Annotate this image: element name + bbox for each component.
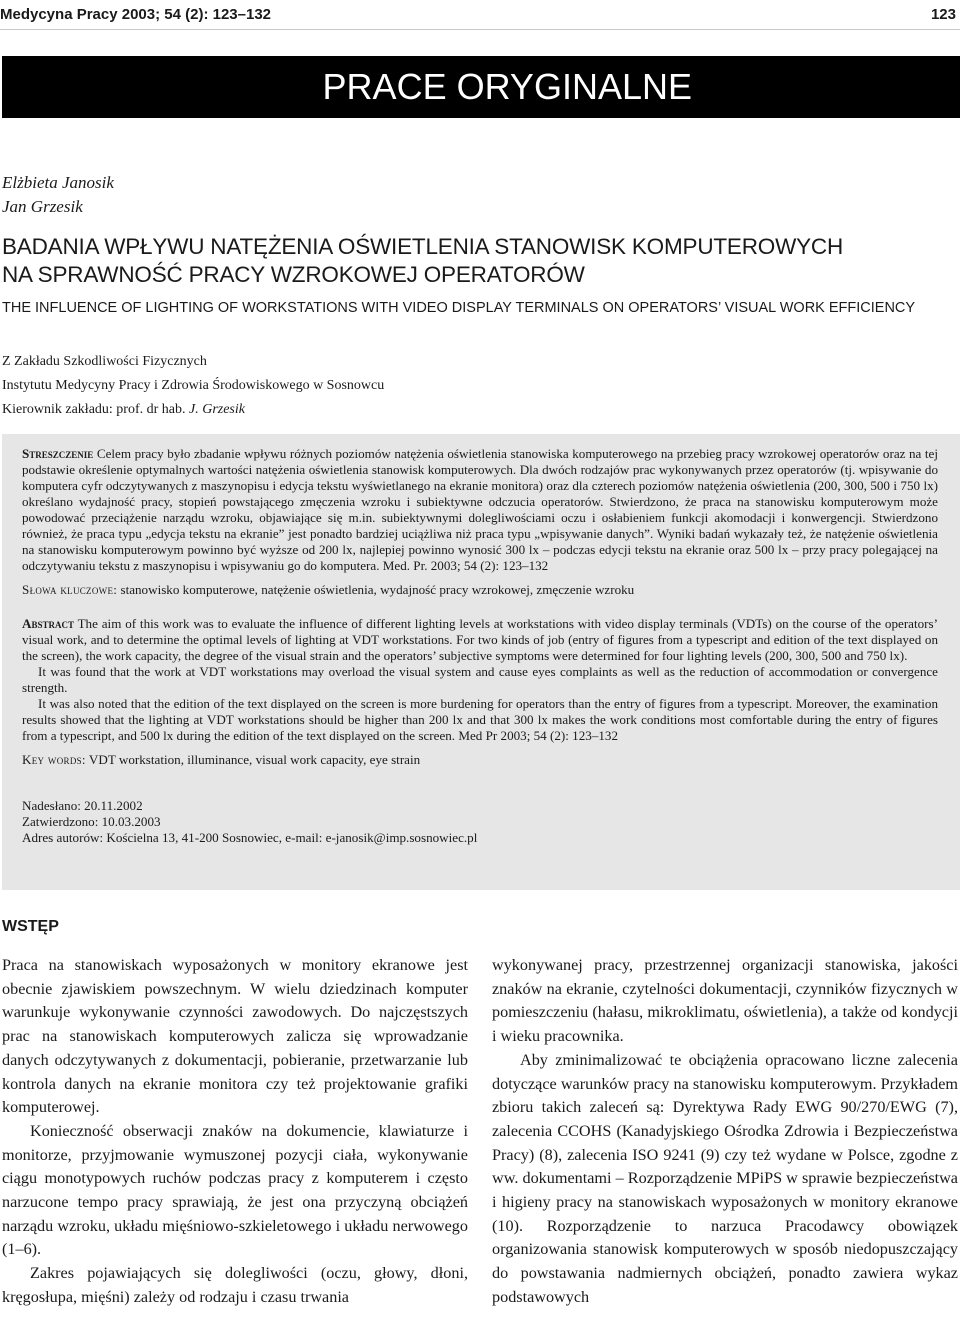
slowa-kluczowe-text: stanowisko komputerowe, natężenie oświetlenia, wydajność pracy wzrokowej, zmęczenie wzroku	[120, 582, 635, 597]
slowa-kluczowe	[22, 582, 938, 598]
section-heading: WSTĘP	[2, 918, 59, 935]
section-banner: PRACE ORYGINALNE	[2, 56, 960, 118]
body-column-left	[2, 954, 468, 1310]
page-number: 123	[930, 6, 956, 23]
body-paragraph: Aby zminimalizować te obciążenia opracowano liczne zalecenia dotyczące warunków pracy na stanowisku komputerowym. Przykładem zbioru takich zaleceń są: Dyrektywa Rady EWG 90/270/EWG (7), zalecenia CCOHS (Kanadyjskiego Ośrodka Zdrowia i Bezpieczeństwa Pracy) (8), zalecenia ISO 9241 (9) czy też wydane w Polsce, zgodne z ww. dokumentami – Rozporządzenie MPiPS w sprawie bezpieczeństwa i higieny pracy na stanowiskach wyposażonych w monitory ekranowe (10). Rozporządzenie to narzuca Pracodawcy obowiązek organizowania stanowisk komputerowych w sposób niedopuszczający do powstawania nadmiernych obciążeń, ponadto zawiera wykaz podstawowych	[492, 1050, 958, 1306]
abstract-paragraph: It was also noted that the edition of the text displayed on the screen is more burdening for operators than the entry of figures from a typescript. Moreover, the examination results showed that the lighting at VDT workstations should be higher than 200 lx and that 300 lx makes the work conditions most comfortable during the entry of figures from a typescript, and 500 lx during the edition of the text displayed on the screen. Med Pr 2003; 54 (2): 123–132	[22, 696, 938, 743]
abstract-label: Abstract	[22, 616, 74, 631]
affiliation-department: Z Zakładu Szkodliwości Fizycznych	[2, 354, 207, 369]
key-words-text: VDT workstation, illuminance, visual work capacity, eye strain	[88, 752, 421, 767]
affiliation-institute: Instytutu Medycyny Pracy i Zdrowia Środowiskowego w Sosnowcu	[2, 378, 385, 393]
approved-date: Zatwierdzono: 10.03.2003	[22, 814, 161, 829]
head-name: J. Grzesik	[189, 402, 245, 417]
streszczenie-label: Streszczenie	[22, 446, 94, 461]
body-paragraph: Praca na stanowiskach wyposażonych w monitory ekranowe jest obecnie zjawiskiem powszechnym. W wielu dziedzinach komputer warunkuje wykonywanie czynności zawodowych. Do najczęstszych prac na stanowiskach komputerowych zalicza się wprowadzanie danych odczytywanych z dokumentacji, pobieranie, przetwarzanie lub kontrola danych na ekranie monitora czy też projektowanie grafiki komputerowej.	[2, 956, 468, 1117]
affiliation-head: Kierownik zakładu: prof. dr hab. J. Grzesik	[2, 402, 245, 417]
abstract-paragraph: Abstract The aim of this work was to evaluate the influence of different lighting levels at workstations with video display terminals (VDTs) on the course of the operators’ visual work, and to determine the optimal levels of lighting at VDT workstations. For two kinds of job (entry of figures from a typescript and edition of the text displayed on the screen), the work capacity, the degree of the visual strain and the operators’ subjective symptoms were determined for four lighting levels (200, 300, 500 and 750 lx).	[22, 616, 938, 663]
title-line: BADANIA WPŁYWU NATĘŻENIA OŚWIETLENIA STANOWISK KOMPUTEROWYCH	[2, 234, 844, 259]
body-column-right	[492, 954, 958, 1310]
article-title-polish	[2, 233, 960, 289]
key-words-label: Key words:	[22, 752, 86, 767]
author-address: Adres autorów: Kościelna 13, 41-200 Sosnowiec, e-mail: e-janosik@imp.sosnowiec.pl	[22, 830, 478, 845]
received-date: Nadesłano: 20.11.2002	[22, 798, 143, 813]
running-header	[0, 0, 960, 30]
abstract-paragraph: It was found that the work at VDT workstations may overload the visual system and cause eyes complaints as well as the reduction of accommodation or convergence strength.	[22, 664, 938, 695]
author-name: Jan Grzesik	[2, 197, 83, 216]
body-paragraph: wykonywanej pracy, przestrzennej organizacji stanowiska, jakości znaków na ekranie, czytelności dokumentacji, czynników fizycznych w pomieszczeniu (hałasu, mikroklimatu, oświetlenia), a także od kondycji i wieku pracownika.	[492, 956, 958, 1046]
authors	[2, 171, 114, 219]
streszczenie	[22, 446, 938, 574]
body-paragraph: Zakres pojawiających się dolegliwości (oczu, głowy, dłoni, kręgosłupa, mięśni) zależy od rodzaju i czasu trwania	[2, 1264, 468, 1306]
abstract-box	[2, 434, 960, 890]
article-title-english: THE INFLUENCE OF LIGHTING OF WORKSTATIONS WITH VIDEO DISPLAY TERMINALS ON OPERATORS’ VISUAL WORK EFFICIENCY	[2, 300, 916, 316]
body-paragraph: Konieczność obserwacji znaków na dokumencie, klawiaturze i monitorze, przyjmowanie wymuszonej pozycji ciała, wykonywanie ciągu monotypowych ruchów podczas pracy z komputerem i często narzucone tempo pracy sprawiają, że jest ona przyczyną obciążeń narządu wzroku, układu mięśniowo-szkieletowego i układu nerwowego (1–6).	[2, 1121, 468, 1259]
journal-citation: Medycyna Pracy 2003; 54 (2): 123–132	[0, 6, 272, 23]
affiliation	[2, 350, 384, 422]
title-line: NA SPRAWNOŚĆ PRACY WZROKOWEJ OPERATORÓW	[2, 262, 585, 287]
streszczenie-text: Celem pracy było zbadanie wpływu różnych poziomów natężenia oświetlenia stanowiska komputerowego na przebieg pracy wzrokowej operatorów oraz na tej podstawie określenie optymalnych wartości natężenia oświetlenia stanowisk komputerowych. Dla dwóch rodzajów prac wykonywanych przez operatorów (tj. wpisywanie do komputera cyfr odczytywanych z maszynopisu i edycja tekstu wyświetlanego na ekranie monitora) oraz dla czterech poziomów natężenia oświetlenia (200, 300, 500 i 750 lx) określano wydajność pracy, stopień powstającego zmęczenia wzroku i subiektywne odczucia operatorów. Stwierdzono, że praca na stanowisku komputerowym może powodować przeciążenie narządu wzroku, objawiające się m.in. subiektywnymi dolegliwościami oczu i osłabieniem funkcji akomodacji i konwergencji. Stwierdzono również, że praca typu „edycja tekstu na ekranie” jest ponadto bardziej uciążliwa niż praca typu „wpisywanie danych”. Wyniki badań wykazały też, że natężenie oświetlenia na stanowisku komputerowym powinno być wyższe od 200 lx, najlepiej powinno wynosić 300 lx – podczas edycji tekstu na ekranie oraz 500 lx – przy pracy polegającej na odczytywaniu tekstu z maszynopisu i wpisywaniu go do komputera. Med. Pr. 2003; 54 (2): 123–132	[22, 446, 938, 573]
key-words	[22, 752, 938, 768]
slowa-kluczowe-label: Słowa kluczowe:	[22, 582, 118, 597]
author-name: Elżbieta Janosik	[2, 173, 114, 192]
